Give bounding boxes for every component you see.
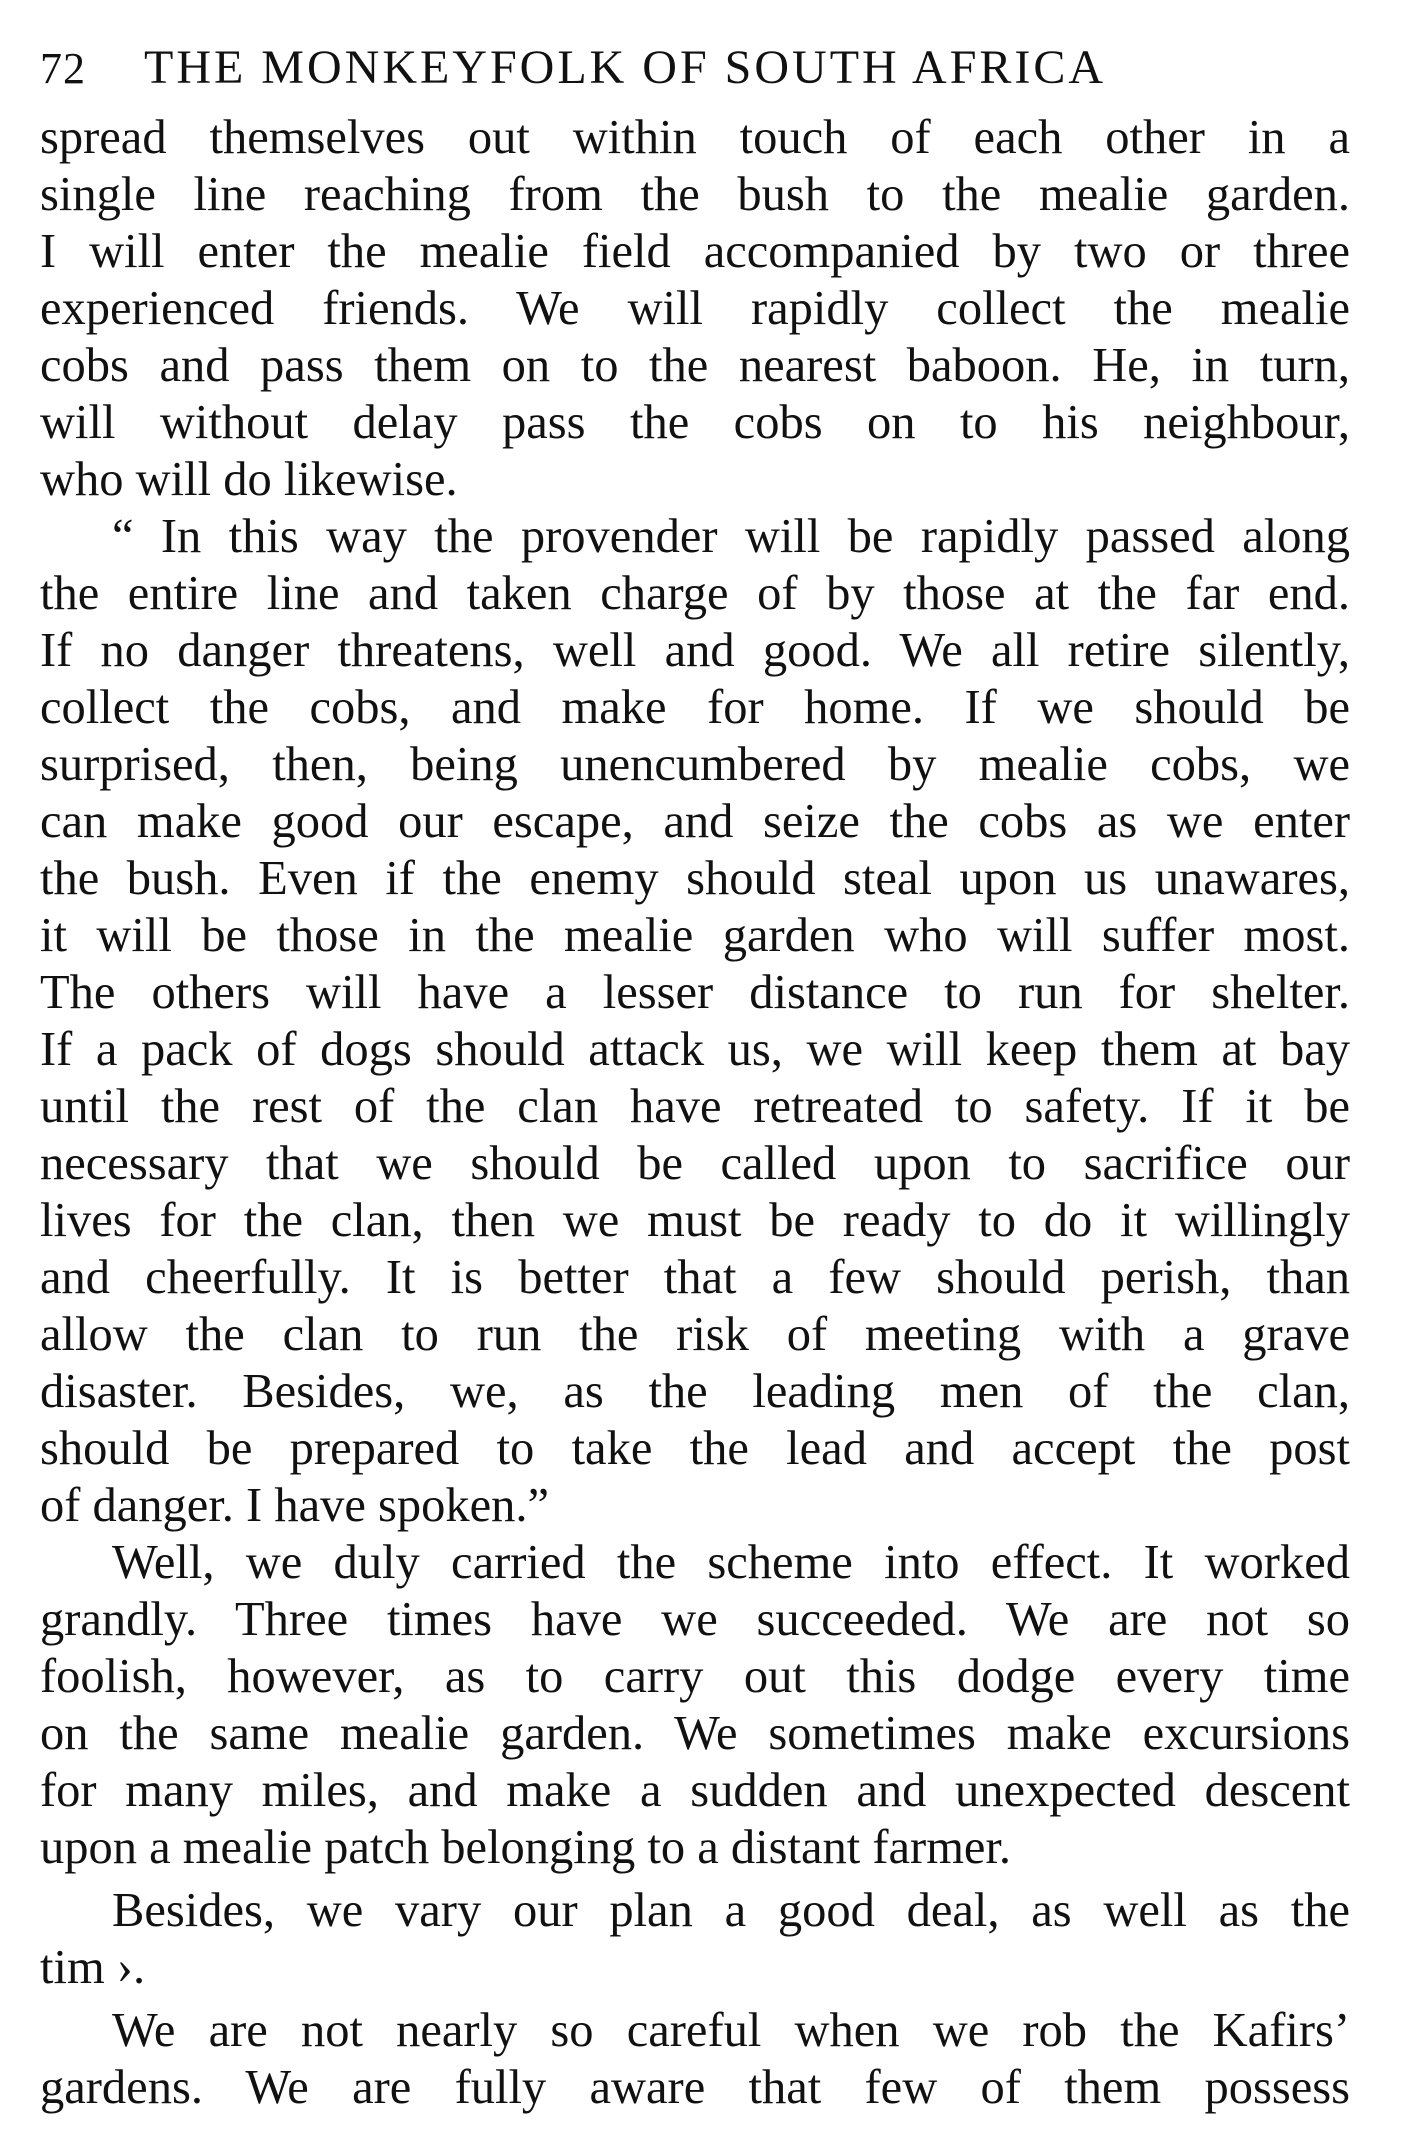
text-line: collect the cobs, and make for home. If we should be	[40, 681, 1350, 734]
text-line: lives for the clan, then we must be ready to do it willingly	[40, 1194, 1350, 1247]
paragraph-continuation	[40, 109, 1350, 508]
paragraph-kafirs	[40, 2002, 1350, 2116]
page-number: 72	[40, 44, 86, 93]
text-line: who will do likewise.	[40, 453, 458, 506]
running-title: THE MONKEYFOLK OF SOUTH AFRICA	[144, 41, 1107, 94]
text-line: on the same mealie garden. We sometimes make excursions	[40, 1707, 1350, 1760]
text-line: allow the clan to run the risk of meeting with a grave	[40, 1308, 1350, 1361]
text-line: until the rest of the clan have retreated to safety. If it be	[40, 1080, 1350, 1133]
text-line: spread themselves out within touch of each other in a	[40, 111, 1350, 164]
text-line: it will be those in the mealie garden who will suffer most.	[40, 909, 1350, 962]
text-line: The others will have a lesser distance to run for shelter.	[40, 966, 1350, 1019]
text-line: for many miles, and make a sudden and unexpected descent	[40, 1764, 1350, 1817]
text-line: the bush. Even if the enemy should steal upon us unawares,	[40, 852, 1350, 905]
paragraph-besides	[40, 1882, 1350, 1996]
text-line: of danger. I have spoken.”	[40, 1479, 550, 1532]
text-line: gardens. We are fully aware that few of them possess	[40, 2061, 1350, 2114]
text-line: the entire line and taken charge of by those at the far end.	[40, 567, 1350, 620]
text-line: disaster. Besides, we, as the leading men of the clan,	[40, 1365, 1350, 1418]
body-text	[40, 109, 1350, 2116]
text-line: cobs and pass them on to the nearest baboon. He, in turn,	[40, 339, 1350, 392]
text-line: can make good our escape, and seize the cobs as we enter	[40, 795, 1350, 848]
text-line: should be prepared to take the lead and accept the post	[40, 1422, 1350, 1475]
text-line: and cheerfully. It is better that a few should perish, than	[40, 1251, 1350, 1304]
page-header	[40, 38, 1350, 99]
text-line: foolish, however, as to carry out this dodge every time	[40, 1650, 1350, 1703]
text-line: Besides, we vary our plan a good deal, as well as the	[112, 1884, 1350, 1937]
text-line: tim ›.	[40, 1941, 146, 1994]
paragraph-speech	[40, 508, 1350, 1534]
text-line: upon a mealie patch belonging to a distant farmer.	[40, 1821, 1012, 1874]
text-line: We are not nearly so careful when we rob the Kafirs’	[112, 2004, 1350, 2057]
text-line: “ In this way the provender will be rapidly passed along	[112, 510, 1350, 563]
text-line: experienced friends. We will rapidly collect the mealie	[40, 282, 1350, 335]
text-line: single line reaching from the bush to the mealie garden.	[40, 168, 1350, 221]
text-line: will without delay pass the cobs on to his neighbour,	[40, 396, 1350, 449]
text-line: grandly. Three times have we succeeded. We are not so	[40, 1593, 1350, 1646]
paragraph-scheme	[40, 1534, 1350, 1876]
text-line: If no danger threatens, well and good. We all retire silently,	[40, 624, 1350, 677]
text-line: I will enter the mealie field accompanied by two or three	[40, 225, 1350, 278]
text-line: necessary that we should be called upon to sacrifice our	[40, 1137, 1350, 1190]
text-line: Well, we duly carried the scheme into effect. It worked	[112, 1536, 1350, 1589]
text-line: If a pack of dogs should attack us, we will keep them at bay	[40, 1023, 1350, 1076]
text-line: surprised, then, being unencumbered by mealie cobs, we	[40, 738, 1350, 791]
